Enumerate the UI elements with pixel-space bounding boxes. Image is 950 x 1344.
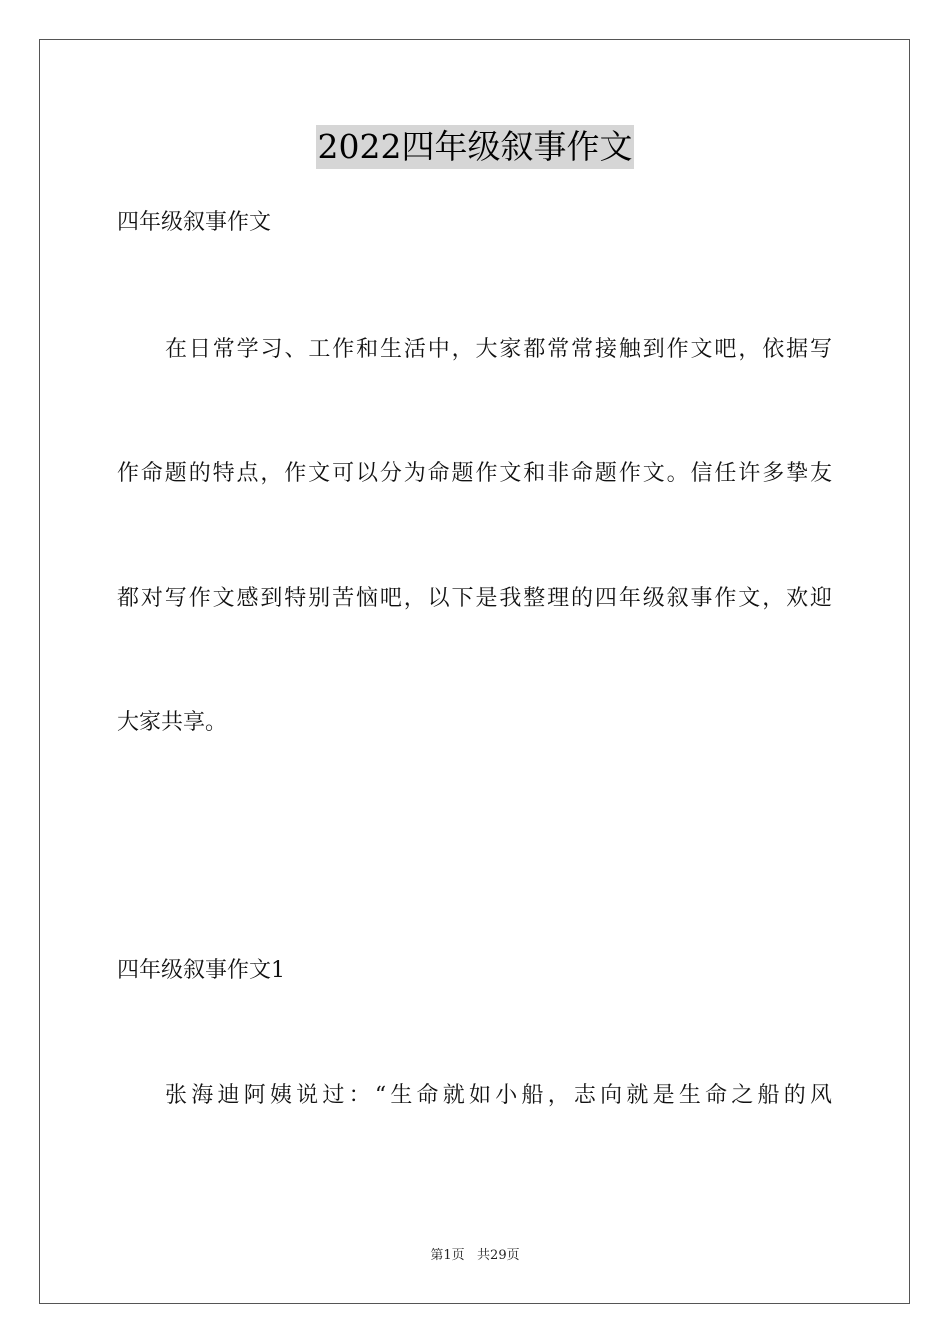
intro-line-1: 在日常学习、工作和生活中，大家都常常接触到作文吧，依据写 bbox=[165, 337, 832, 362]
document-title: 2022四年级叙事作文 bbox=[316, 125, 635, 169]
intro-line-4: 大家共享。 bbox=[117, 710, 228, 735]
page-number: 第1页 共29页 bbox=[430, 1248, 520, 1263]
section-line-1: 张海迪阿姨说过：“生命就如小船，志向就是生命之船的风 bbox=[165, 1083, 832, 1108]
intro-line-3: 都对写作文感到特别苦恼吧，以下是我整理的四年级叙事作文，欢迎 bbox=[117, 586, 832, 611]
title-container bbox=[0, 125, 950, 169]
intro-line-2: 作命题的特点，作文可以分为命题作文和非命题作文。信任许多挚友 bbox=[117, 461, 832, 486]
section-heading: 四年级叙事作文1 bbox=[117, 958, 285, 983]
subheading: 四年级叙事作文 bbox=[117, 210, 272, 235]
